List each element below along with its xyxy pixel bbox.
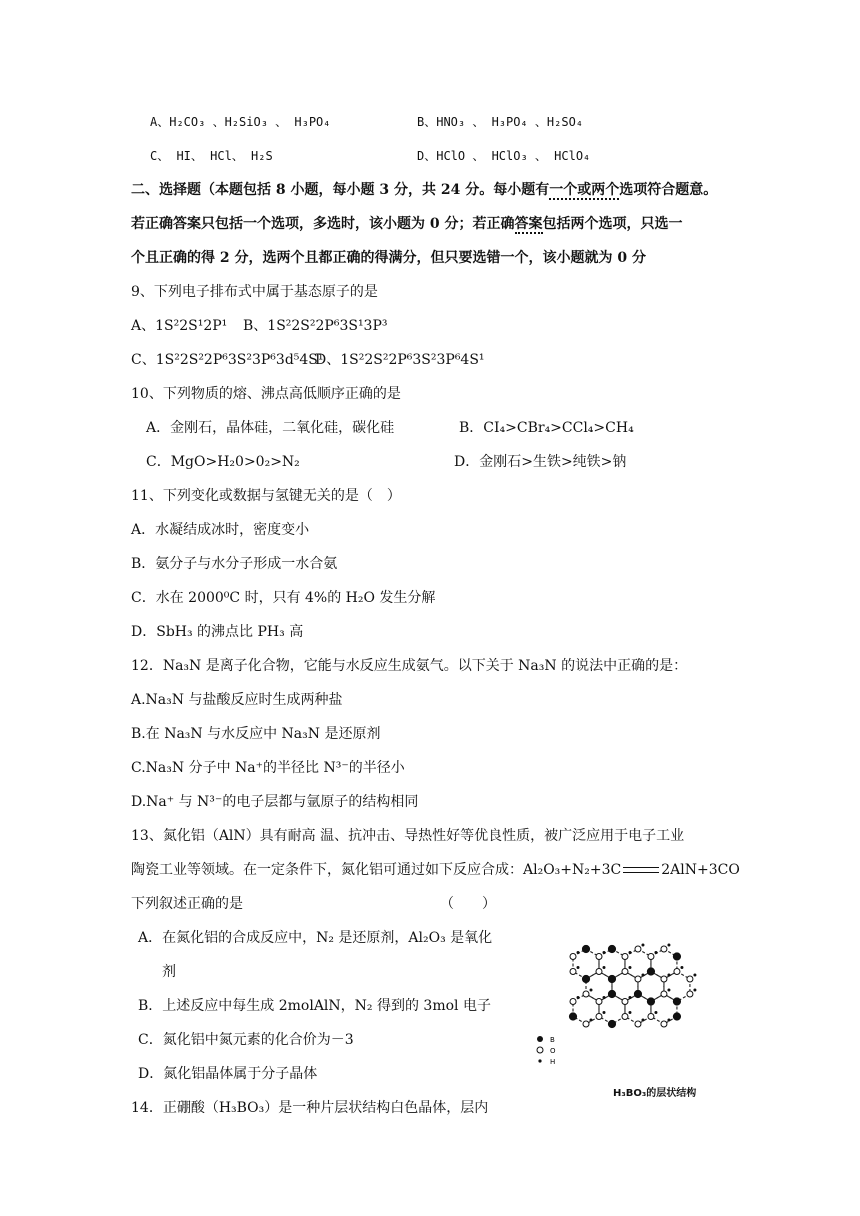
hydrogen-atom — [590, 1019, 593, 1022]
q10-stem: 10、下列物质的熔、沸点高低顺序正确的是 — [131, 386, 401, 402]
oxygen-atom — [583, 1021, 589, 1027]
q10-option-a: A．金刚石，晶体硅，二氧化硅，碳化硅 — [146, 420, 395, 436]
hydrogen-atom — [577, 996, 580, 999]
hydrogen-atom — [667, 1019, 670, 1022]
section2-line2-part1: 若正确答案只包括一个选项，多选时，该小题为 0 分；若正确 — [131, 216, 515, 232]
q13-stem-line1: 13、氮化铝（AlN）具有耐高 温、抗冲击、导热性好等优良性质，被广泛应用于电子工业 — [131, 828, 685, 844]
hydrogen-atom — [693, 989, 696, 992]
oxygen-atom — [622, 969, 628, 975]
oxygen-atom — [622, 954, 628, 960]
hydrogen-atom — [667, 989, 670, 992]
q13-option-b: B．上述反应中每生成 2molAlN，N₂ 得到的 3mol 电子 — [138, 998, 491, 1014]
q13-option-c: C．氮化铝中氮元素的化合价为－3 — [138, 1032, 354, 1048]
section2-heading-part3: 选项符合题意。 — [619, 182, 718, 198]
q8-option-d: D、HClO 、 HClO₃ 、 HClO₄ — [417, 149, 591, 163]
boron-atom — [608, 1020, 615, 1027]
boron-atom — [673, 953, 680, 960]
q13-equation-lhs: 陶瓷工业等领域。在一定条件下，氮化铝可通过如下反应合成：Al₂O₃+N₂+3C — [131, 862, 622, 878]
q8-option-b: B、HNO₃ 、 H₃PO₄ 、H₂SO₄ — [417, 115, 584, 129]
oxygen-atom — [648, 954, 654, 960]
hydrogen-atom — [654, 1011, 657, 1014]
hydrogen-atom — [667, 974, 670, 977]
hex-ring — [586, 972, 612, 1002]
oxygen-atom — [596, 969, 602, 975]
figure-caption: H₃BO₃的层状结构 — [613, 1088, 697, 1099]
section2-heading-part1: 二、选择题（本题包括 8 小题，每小题 3 分，共 24 分。每小题有 — [131, 182, 550, 198]
hydrogen-atom — [680, 966, 683, 969]
boron-atom — [582, 945, 589, 952]
h3bo3-layer-structure-figure — [524, 928, 774, 1104]
q8-option-a: A、H₂CO₃ 、H₂SiO₃ 、 H₃PO₄ — [150, 115, 331, 129]
hydrogen-atom — [628, 966, 631, 969]
boron-atom — [673, 998, 680, 1005]
oxygen-atom — [687, 991, 693, 997]
hydrogen-atom — [602, 996, 605, 999]
oxygen-atom — [635, 976, 641, 982]
hydrogen-atom — [577, 951, 580, 954]
oxygen-atom — [622, 999, 628, 1005]
oxygen-atom — [661, 946, 667, 952]
section2-line2-part3: 包括两个选项，只选一 — [542, 216, 683, 232]
hydrogen-atom — [602, 1011, 605, 1014]
oxygen-atom — [661, 1021, 667, 1027]
section2-rule-line2 — [131, 214, 683, 234]
hydrogen-atom — [641, 1019, 644, 1022]
hydrogen-atom — [667, 944, 670, 947]
q9-option-d: D、1S²2S²2P⁶3S²3P⁶4S¹ — [315, 352, 485, 368]
q8-option-c: C、 HI、 HCl、 H₂S — [150, 149, 273, 163]
section2-line2-emphasis: 答案 — [514, 216, 543, 232]
q13-option-a-cont: 剂 — [162, 964, 176, 980]
oxygen-atom — [687, 976, 693, 982]
q12-option-a: A.Na₃N 与盐酸反应时生成两种盐 — [131, 692, 343, 708]
q10-option-b: B．CI₄>CBr₄>CCl₄>CH₄ — [459, 420, 634, 436]
q13-equation-rhs: 2AlN+3CO — [661, 862, 740, 878]
oxygen-atom — [596, 1014, 602, 1020]
figure-legend — [537, 1036, 556, 1066]
oxygen-atom — [570, 999, 576, 1005]
section2-heading-emphasis: 一个或两个 — [549, 182, 620, 198]
section2-rule-line3: 个且正确的得 2 分，选两个且都正确的得满分，但只要选错一个，该小题就为 0 分 — [131, 250, 646, 266]
q12-stem: 12．Na₃N 是离子化合物，它能与水反应生成氨气。以下关于 Na₃N 的说法中正确的是： — [131, 658, 688, 674]
q11-stem: 11、下列变化或数据与氢键无关的是（ ） — [131, 488, 401, 504]
hydrogen-atom — [641, 944, 644, 947]
q13-stem-line2 — [131, 860, 740, 880]
oxygen-atom — [596, 999, 602, 1005]
q13-answer-paren: （ ） — [440, 896, 496, 912]
q10-option-d: D．金刚石>生铁>纯铁>钠 — [454, 454, 627, 470]
q11-option-a: A．水凝结成冰时，密度变小 — [131, 522, 310, 538]
oxygen-atom — [661, 991, 667, 997]
hydrogen-atom — [628, 951, 631, 954]
hydrogen-atom — [602, 966, 605, 969]
q14-stem: 14．正硼酸（H₃BO₃）是一种片层状结构白色晶体，层内 — [131, 1100, 489, 1116]
q12-option-b: B.在 Na₃N 与水反应中 Na₃N 是还原剂 — [131, 726, 381, 742]
oxygen-atom — [661, 976, 667, 982]
q9-option-c: C、1S²2S²2P⁶3S²3P⁶3d⁵4S¹ — [131, 352, 324, 368]
legend-hydrogen-label: H — [550, 1058, 556, 1066]
hex-ring — [612, 972, 638, 1002]
boron-atom — [608, 975, 615, 982]
oxygen-atom — [635, 946, 641, 952]
hydrogen-atom — [590, 989, 593, 992]
boron-atom — [634, 990, 641, 997]
oxygen-atom — [583, 991, 589, 997]
oxygen-atom — [570, 954, 576, 960]
hex-ring — [651, 994, 677, 1024]
boron-atom — [608, 945, 615, 952]
legend-hydrogen-marker — [538, 1059, 541, 1062]
legend-oxygen-marker — [537, 1047, 543, 1053]
hydrogen-atom — [641, 974, 644, 977]
oxygen-atom — [622, 1014, 628, 1020]
q12-option-c: C.Na₃N 分子中 Na⁺的半径比 N³⁻的半径小 — [131, 760, 405, 776]
boron-atom — [673, 1013, 680, 1020]
legend-oxygen-label: O — [550, 1047, 556, 1055]
oxygen-atom — [635, 1021, 641, 1027]
reaction-equals-sign — [623, 867, 659, 873]
q9-option-a: A、1S²2S¹2P¹ — [131, 318, 228, 334]
q10-option-c: C．MgO>H₂0>0₂>N₂ — [146, 454, 300, 470]
boron-atom — [569, 1013, 576, 1020]
legend-boron-marker — [537, 1036, 543, 1042]
hydrogen-atom — [693, 974, 696, 977]
section2-heading — [131, 180, 717, 200]
q12-option-d: D.Na⁺ 与 N³⁻的电子层都与氩原子的结构相同 — [131, 794, 419, 810]
oxygen-atom — [674, 969, 680, 975]
oxygen-atom — [648, 1014, 654, 1020]
q11-option-c: C．水在 2000⁰C 时，只有 4%的 H₂O 发生分解 — [131, 590, 436, 606]
hydrogen-atom — [602, 951, 605, 954]
hydrogen-atom — [577, 966, 580, 969]
oxygen-atom — [570, 969, 576, 975]
q13-option-d: D．氮化铝晶体属于分子晶体 — [138, 1066, 318, 1082]
oxygen-atom — [596, 954, 602, 960]
q9-stem: 9、下列电子排布式中属于基态原子的是 — [131, 284, 378, 300]
q13-stem-line3: 下列叙述正确的是 — [131, 896, 243, 912]
q11-option-b: B．氨分子与水分子形成一水合氨 — [131, 556, 338, 572]
q11-option-d: D．SbH₃ 的沸点比 PH₃ 高 — [131, 624, 304, 640]
hydrogen-atom — [628, 996, 631, 999]
boron-atom — [647, 998, 654, 1005]
boron-atom — [608, 990, 615, 997]
hydrogen-atom — [628, 1011, 631, 1014]
legend-boron-label: B — [550, 1036, 555, 1044]
boron-atom — [582, 975, 589, 982]
boron-atom — [647, 968, 654, 975]
q9-option-b: B、1S²2S²2P⁶3S¹3P³ — [243, 318, 388, 334]
q13-option-a: A．在氮化铝的合成反应中，N₂ 是还原剂，Al₂O₃ 是氧化 — [138, 930, 493, 946]
hydrogen-atom — [654, 951, 657, 954]
